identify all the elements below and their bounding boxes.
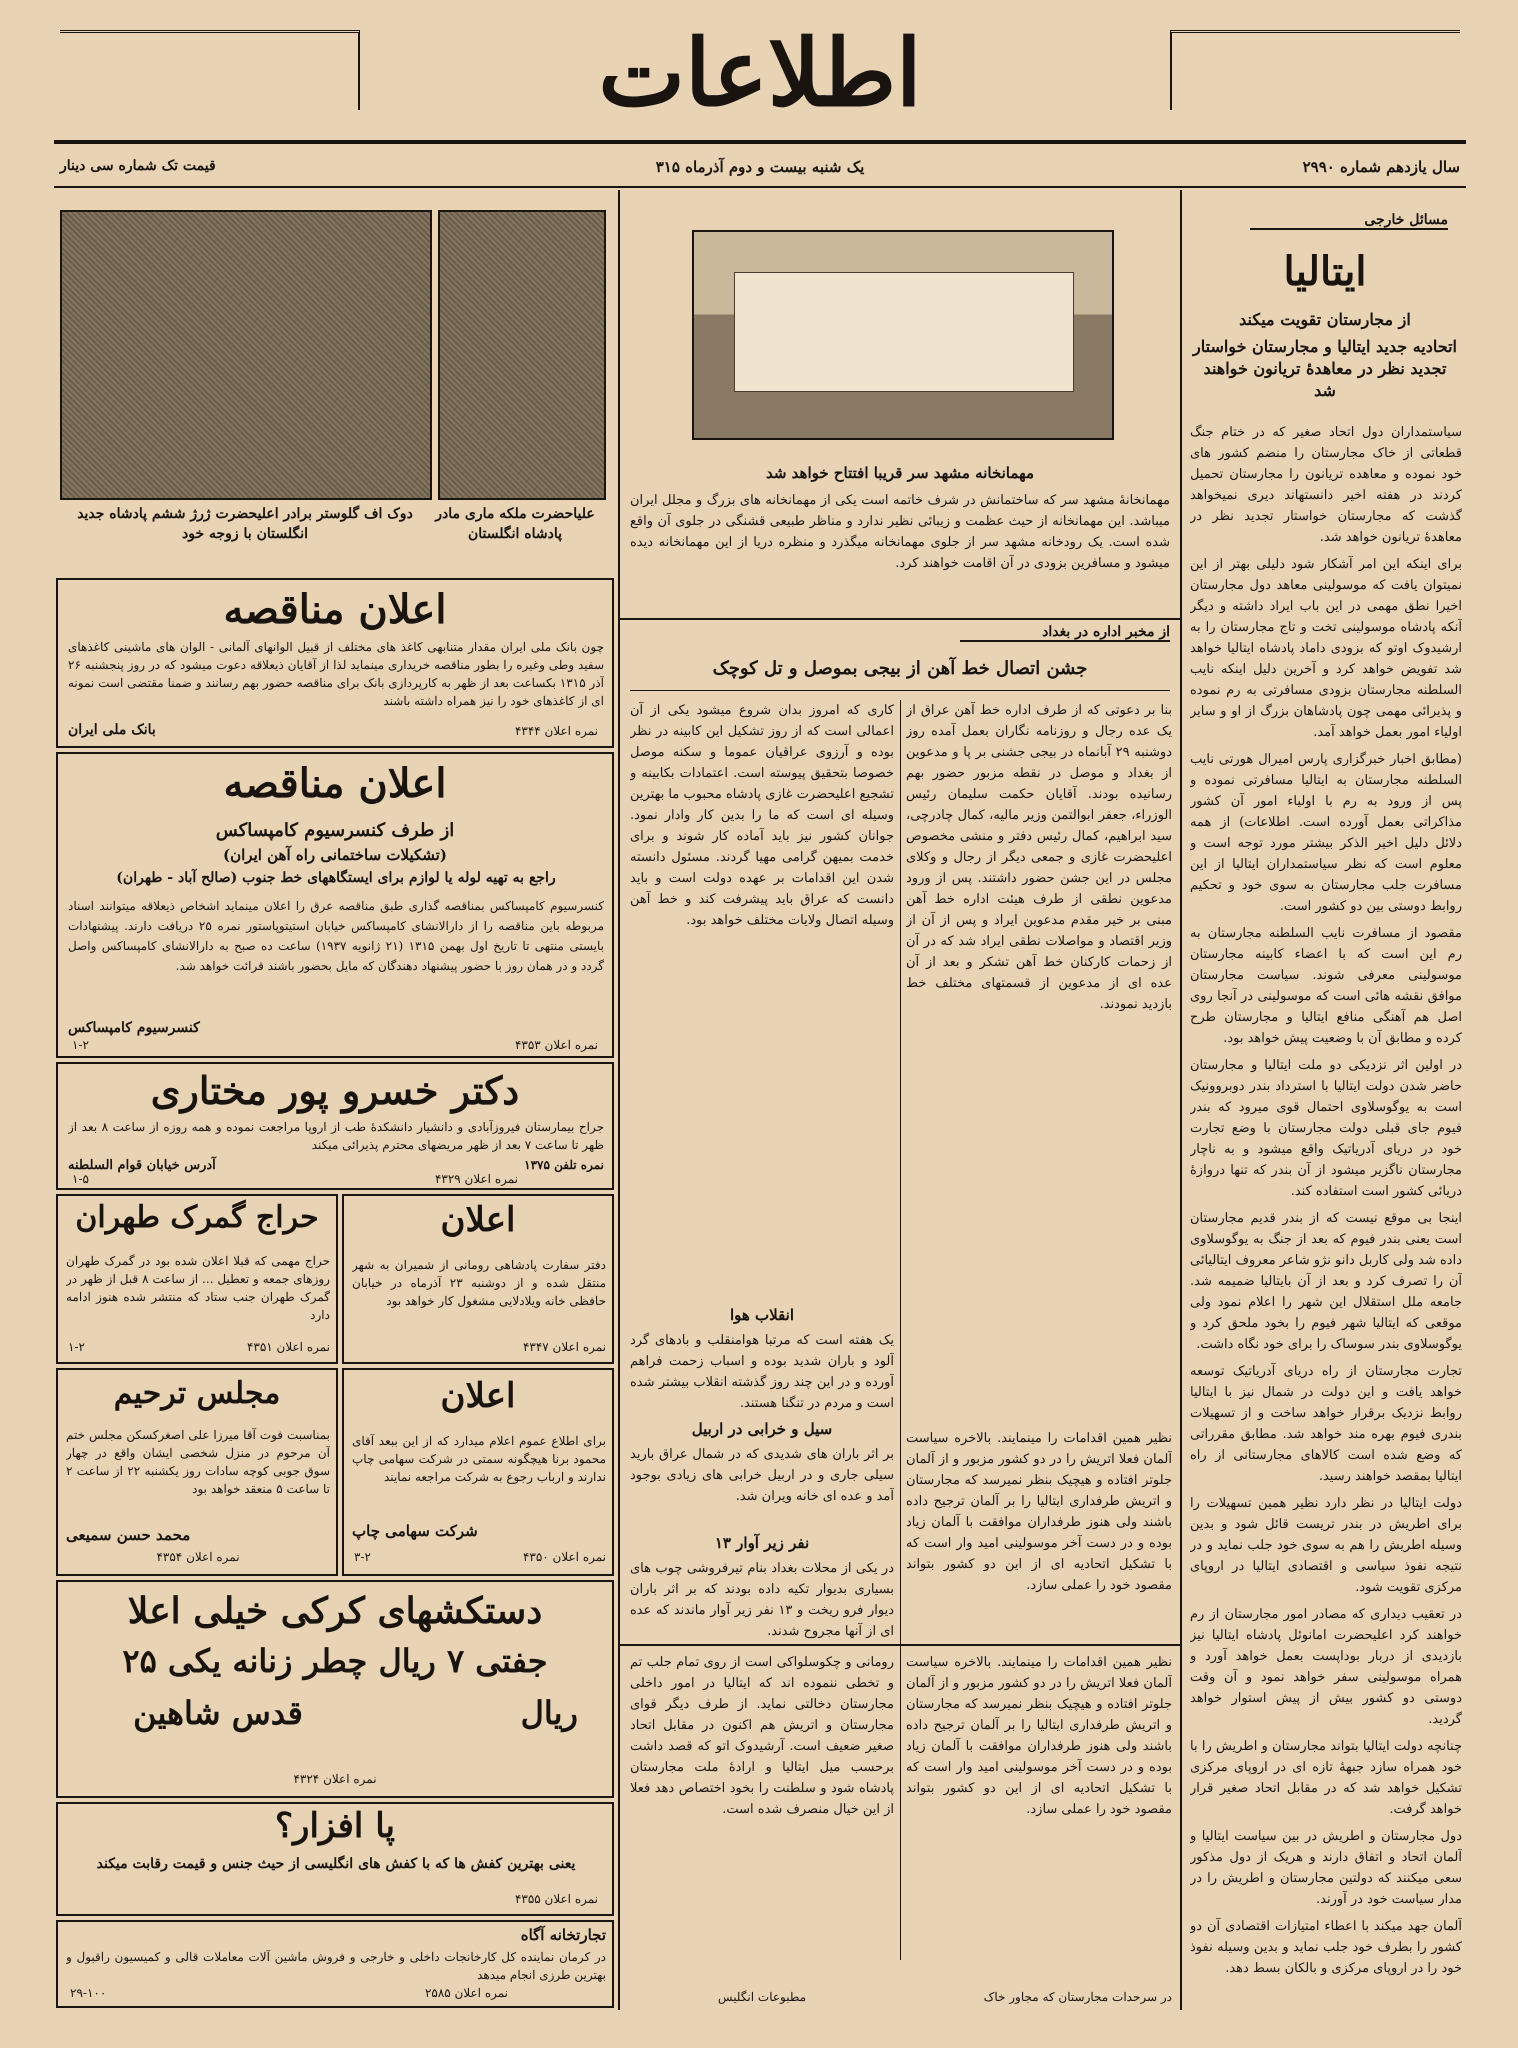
gloves-line1: دستکشهای کرکی خیلی اعلا: [127, 1590, 543, 1632]
foreign-body: [1190, 422, 1462, 2012]
foreign-sub2: اتحادیه جدید ایتالیا و مجارستان خواستار تجدید نظر در معاهدهٔ تریانون خواهند شد: [1193, 337, 1457, 400]
bottom-right-text: نظیر همین اقدامات را مینمایند. بالاخره سیاست آلمان فعلا اتریش را در دو کشور مزبور و از آلمان جلوتر افتاده و هیچیک بنظر نمیرسد که مجارستان و اتریش طرفداری ایتالیا را بر آلمان ترجیح داده باشند ولی هنوز طرفداران موافقت با آلمان زیاد بوده و در دست آخر موسولینی امید وار است که با تشکیل اتحادیه ای از این دو کشور بتواند مقصود خود را عملی سازد.: [906, 1655, 1172, 1817]
tender1-box: [56, 578, 614, 748]
notice2-title: اعلان: [440, 1376, 516, 1416]
tender1-signer: بانک ملی ایران: [68, 722, 156, 738]
foreign-sub1: از مجارستان تقویت میکند: [1239, 310, 1411, 329]
notice1-box: [342, 1194, 614, 1364]
notice2-signer: شرکت سهامی چاپ: [352, 1522, 478, 1540]
dateline-price: قیمت تک شماره سی دینار: [60, 158, 216, 174]
foreign-p3: (مطابق اخبار خبرگزاری پارس امیرال هورتی نایب السلطنه مجارستان به ایتالیا مسافرتی نموده و پس از ورود به رم با اولیاء امور آن کشور مذاکراتی بعمل آورده است. اطلاعات) از همه دلائل دلیل اخیر الذکر بیشتر مورد توجه است و معلوم است که نظر سیاستمداران ایتالیا از این مسافرت جلب مجارستان به سوی خود و تحکیم روابط دوستی بین دو کشور است.: [1190, 752, 1462, 914]
foreign-p7: تجارت مجارستان از راه دریای آدریاتیک توسعه خواهد یافت و این دولت در شمال نیز با ایتالیا روابط نزدیک برقرار خواهد ساخت و از تسهیلات بندری فیوم بهره مند خواهد شد. مطابق مقرراتی که وضع شده است کالاهای مجارستانی از راه ایتالیا بمقصد خواهند رسید.: [1190, 1364, 1462, 1484]
foreign-p6: اینجا بی موقع نیست که از بندر قدیم مجارستان است یعنی بندر فیوم که بعد از جنگ به یوگوسلاوی داده شد ولی کاربل دانو نژو شاعر معروف ایتالیائی آن را تصرف کرد و بعد از آن بایتالیا ضمیمه شد. جامعه ملل استقلال این شهر را اعلام نمود ولی موقعی که ایتالیا شهر فیوم را بخود ملحق کرد و یوگوسلاوی بندر سوساک را برای خود نگاه داشت.: [1190, 1211, 1462, 1352]
col-rule-2: [618, 190, 620, 2010]
foreign-p8: دولت ایتالیا در نظر دارد نظیر همین تسهیلات را برای اطریش در بندر تریست قائل شود و بدین وسیله اطریش را هم به سوی خود جلب نماید و در نتیجه نفوذ سیاسی و اقتصادی ایتالیا در اروپای مرکزی تقویت شود.: [1190, 1496, 1462, 1595]
tender2-text: کنسرسیوم کامپساکس بمناقصه گذاری طبق مناقصه عرق را اعلان مینماید اشخاص ذیعلاقه میتوانند اسناد مربوطه باین مناقصه را از دارالانشای کامپساکس خیابان استیتوپاستور نمره ۲۵ دریافت دارند. پیشنهادات بایستی منتهی تا تاریخ اول بهمن ۱۳۱۵ (۲۱ ژانویه ۱۹۳۷) ساعت ده صبح به دارالانشای کامپساکس واصل گردد و در همان روز با حضور پیشنهاد دهندگان که مایل بحضور باشند قرائت خواهد شد.: [68, 899, 604, 973]
footer-left: مطبوعات انگلیس: [717, 1990, 807, 2004]
foreign-title: ایتالیا: [1283, 248, 1367, 295]
tender1-no: نمره اعلان ۴۳۴۴: [514, 724, 598, 738]
notice2-count: ۳-۲: [354, 1550, 371, 1564]
shoes-box: [56, 1802, 614, 1916]
foreign-p9: در تعقیب دیداری که مصادر امور مجارستان از رم خواهند کرد اعلیحضرت امانوئل پادشاه ایتالیا نیز بازدیدی از دربار بوداپست بعمل خواهد آورد و همراه موسولینی سفر خواهد نمود و آن وقت دوستی دو کشور بیش از پیش استوار خواهد گردید.: [1190, 1607, 1462, 1727]
notice2-no: نمره اعلان ۴۳۵۰: [522, 1550, 606, 1564]
foreign-p5: در اولین اثر نزدیکی دو ملت ایتالیا و مجارستان حاضر شدن دولت ایتالیا با استرداد بندر دوبروونیک است به یوگوسلاوی احتمال قوی میرود که بندر فیوم جای قبلی دولت مجارستان با وضع تجارت خود در دریای آدریاتیک واقع میشود و به ناچار مجارستان ناگزیر میشود از آن بندر که تنها دروازهٔ دریائی کشور است استفاده کند.: [1190, 1058, 1462, 1199]
baghdad-title-rule: [630, 690, 1170, 691]
flood-title: سیل و خرابی در اربیل: [691, 1420, 833, 1438]
masthead-border-left: [60, 30, 360, 110]
foreign-p2: برای اینکه این امر آشکار شود دلیلی بهتر از این نمیتوان یافت که موسولینی معاهد دول مجارستان اخیرا نطق مهمی در این باب ایراد داشته و دیگر آنکه پادشاه موسولینی تخت و تاج مجارستان را به ارشیدوک اوتو که بزودی داماد پادشاه ایتالیا خواهد شد تفویض خواهد کرد و آخرین دلیل اینکه نایب السلطنه مجارستان بزودی مسافرتی به رم نموده و پذیرائی مهمی چون پادشاهان بزرگ از او و سایر اولیاء امور بعمل خواهد آمد.: [1190, 557, 1462, 740]
baghdad-bottom-rule: [620, 1644, 1180, 1646]
masthead-title: اطلاعات: [598, 19, 922, 127]
duke-gloucester-photo: [60, 210, 432, 500]
gloves-line2: جفتی ۷ ریال چطر زنانه یکی ۲۵: [122, 1642, 548, 1680]
dateline-rule: [54, 186, 1466, 188]
tender2-title: اعلان مناقصه: [223, 760, 447, 807]
tender1-text: چون بانک ملی ایران مقدار متنابهی کاغذ های مختلف از قبیل الوانهای آلمانی - الوان های ماشینی کاغذهای سفید وطی وغیره را بطور مناقصه خریداری مینماید لذا از آقایان ذیعلاقه دعوت میشود که در روز پنجشنبه ۲۶ آذر ۱۳۱۵ بکساعت بعد از ظهر به کارپردازی بانک برای مناقصه حضور بهم رسانند و ضمنا مقتضی است نمونه ای از کاغذهای خود را نیز همراه داشته باشند: [68, 640, 604, 708]
caption-duke: دوک اف گلوستر برادر اعلیحضرت ژرژ ششم پادشاه جدید انگلستان با زوجه خود: [77, 506, 413, 542]
baghdad-continued: نظیر همین اقدامات را مینمایند. بالاخره سیاست آلمان فعلا اتریش را در دو کشور مزبور و از آلمان جلوتر افتاده و هیچیک بنظر نمیرسد که مجارستان و اتریش طرفداری ایتالیا را بر آلمان ترجیح داده باشند ولی هنوز طرفداران موافقت با آلمان زیاد بوده و در دست آخر موسولینی امید وار است که با تشکیل اتحادیه ای از این دو کشور بتواند مقصود خود را عملی سازد.: [906, 1431, 1172, 1593]
doctor-title: دکتر خسرو پور مختاری: [150, 1068, 520, 1113]
baghdad-col-left: کاری که امروز بدان شروع میشود یکی از آن اعمالی است که از روز تشکیل این کابینه در نظر بوده و آرزوی عراقیان عموما و سکنه موصل خصوصا بتحقیق پیوسته است. اعتمادات بکابینه و تشجیع اعلیحضرت غازی پادشاه محبوب ما بهترین وسیله ای است که ما را بدین کار وادار نمود. جوانان کشور نیز باید آماده کار شوند و برای خدمت بمیهن گرامی مهیا گردند. مسئول دانسته شدن این اقدامات بر عهده دولت است و باید دانست که عراق باید پیشرفت کند و خط آهن وسیله اتصال ولایات مختلف خواهد بود.: [630, 703, 894, 928]
masthead-rule-top: [54, 140, 1466, 144]
kerman-title: تجارتخانه آگاه: [520, 1926, 606, 1944]
revolution-text: یک هفته است که مرتبا هوامنقلب و بادهای گرد آلود و باران شدید بوده و اسباب زحمت فراهم آورده و در این چند روز گذشته انقلاب بیشتر شده است و مردم در تنگنا هستند.: [630, 1333, 894, 1411]
guesthouse-caption: مهمانخانه مشهد سر قریبا افتتاح خواهد شد: [766, 464, 1034, 482]
kerman-no: نمره اعلان ۲۵۸۵: [424, 1986, 508, 2000]
doctor-phone: نمره تلفن ۱۳۷۵: [524, 1158, 604, 1172]
doctor-address: آدرس خیابان قوام السلطنه: [68, 1158, 216, 1173]
notice1-no: نمره اعلان ۴۳۴۷: [522, 1340, 606, 1354]
notice1-title: اعلان: [440, 1200, 516, 1240]
guesthouse-rule: [620, 618, 1180, 620]
gloves-line4: قدس شاهین: [133, 1694, 303, 1732]
tender2-box: [56, 752, 614, 1058]
footer-right: در سرحدات مجارستان که مجاور خاک: [983, 1990, 1172, 2004]
customs-no: نمره اعلان ۴۳۵۱: [246, 1340, 330, 1354]
notice2-box: [342, 1368, 614, 1576]
baghdad-section-label: از مخبر اداره در بغداد: [960, 624, 1170, 642]
tender2-no: نمره اعلان ۴۳۵۳: [514, 1038, 598, 1052]
col-rule-1: [1180, 190, 1182, 2010]
tender2-sub3: راجع به تهیه لوله یا لوازم برای ایستگاههای خط جنوب (صالح آباد - طهران): [116, 870, 556, 886]
building-shape: [734, 272, 1074, 392]
guesthouse-photo: [692, 230, 1114, 440]
shoes-text: یعنی بهترین کفش ها که با کفش های انگلیسی از حیث جنس و قیمت رقابت میکند: [96, 1856, 576, 1872]
kerman-box: [56, 1920, 614, 2008]
tender2-sub1: از طرف کنسرسیوم کامپساکس: [215, 820, 455, 841]
foreign-p10: چنانچه دولت ایتالیا بتواند مجارستان و اطریش را با خود همراه سازد جبههٔ تازه ای در اروپای مرکزی تشکیل خواهد شد که در مقابل اتحاد صغیر قرار خواهد گرفت.: [1190, 1739, 1462, 1817]
quake-title: ۱۳ نفر زیر آوار: [714, 1534, 810, 1552]
customs-text: حراج مهمی که قبلا اعلان شده بود در گمرک طهران روزهای جمعه و تعطیل ... از ساعت ۸ قبل از ظهر در گمرک طهران جنب ستاد که منتشر شده هنوز ادامه دارد: [66, 1254, 330, 1322]
gloves-no: نمره اعلان ۴۳۲۴: [293, 1772, 377, 1786]
memorial-signer: محمد حسن سمیعی: [66, 1526, 191, 1544]
customs-box: [56, 1194, 338, 1364]
doctor-text: جراح بیمارستان فیروزآبادی و دانشیار دانشکدهٔ طب از اروپا مراجعت نموده و همه روزه از ساعت ۸ بعد از ظهر تا ساعت ۷ بعد از ظهر مریضهای محترم پذیرائی میکند: [68, 1120, 604, 1152]
kerman-text: در کرمان نماینده کل کارخانجات داخلی و خارجی و فروش ماشین آلات معاملات قالی و کمیسیون راقبول و بهترین طرزی انجام میدهد: [66, 1950, 606, 1982]
tender2-sub2: (تشکیلات ساختمانی راه آهن ایران): [223, 846, 447, 864]
tender2-signer: کنسرسیوم کامپساکس: [68, 1020, 200, 1036]
notice2-text: برای اطلاع عموم اعلام میدارد که از این ببعد آقای محمود برنا هیچگونه سمتی در شرکت سهامی چاپ ندارند و ارباب رجوع به شرکت مراجعه نمایند: [352, 1434, 606, 1484]
foreign-section-label: مسائل خارجی: [1250, 212, 1448, 230]
flood-text: بر اثر باران های شدیدی که در شمال عراق بارید سیلی جاری و در اربیل خرابی های زیادی بوجود آمد و عده ای خانه ویران شد.: [630, 1447, 894, 1504]
queen-mary-photo: [438, 210, 606, 500]
foreign-p4: مقصود از مسافرت نایب السلطنه مجارستان به رم این است که با اعضاء کابینه مجارستان موسولینی معرفی شوند. سیاست مجارستان موافق نقشه هائی است که موسولینی در آنجا روی اصل هم آهنگی منافع ایتالیا و مجارستان طرح کرده و مطابق آن با وضعیت پیش خواهد بود.: [1190, 926, 1462, 1046]
notice1-text: دفتر سفارت پادشاهی رومانی از شمیران به شهر منتقل شده و از دوشنبه ۲۳ آذرماه در خیابان حافظی خانه ویلادلایی مشغول کار خواهد بود: [352, 1258, 606, 1308]
caption-queen-mary: علیاحضرت ملکه ماری مادر پادشاه انگلستان: [435, 506, 595, 542]
doctor-box: [56, 1062, 614, 1190]
memorial-box: [56, 1368, 338, 1576]
baghdad-col-right: بنا بر دعوتی که از طرف اداره خط آهن عراق از یک عده رجال و روزنامه نگاران بعمل آمده روز دوشنبه ۲۹ آبانماه در بیجی جشنی بر پا و مدعوین از بغداد و موصل در نقطه مزبور حضور بهم رسانیده بودند. آقایان حکمت سلیمان رئیس الوزراء، جعفر ابوالتمن وزیر مالیه، کمال چادرچی، سید ابراهیم، کمال رئیس دفتر و منشی مخصوص اعلیحضرت غازی و جمعی دیگر از رجال و وکلای مجلس در این جشن حضور داشتند. پس از ورود مدعوین نطقی از طرف هیئت اداره خط آهن مبنی بر خیر مقدم مدعوین ایراد و پس از آن از وزیر اقتصاد و مواصلات نطقی ایراد شد که در آن از زحمات کارکنان خط آهن تشکر و بعد از آن عده ای از مدعوین از قسمتهای مختلف خط بازدید نمودند.: [906, 703, 1172, 1012]
masthead-border-right: [1170, 30, 1460, 110]
doctor-count: ۱-۵: [72, 1172, 89, 1186]
revolution-title: انقلاب هوا: [729, 1306, 795, 1324]
tender1-title: اعلان مناقصه: [223, 586, 447, 633]
customs-title: حراج گمرک طهران: [75, 1200, 319, 1235]
gloves-line3: ریال: [520, 1694, 578, 1732]
baghdad-title: جشن اتصال خط آهن از بیجی بموصل و تل کوچک: [712, 658, 1088, 679]
tender2-count: ۱-۲: [72, 1038, 89, 1052]
foreign-p12: آلمان جهد میکند با اعطاء امتیازات اقتصادی آن دو کشور را بطرف خود جلب نماید و بدین وسیله نفوذ خود را در اروپای مرکزی و بالکان بسط دهد.: [1190, 1919, 1462, 1976]
dateline-issue: سال یازدهم شماره ۲۹۹۰: [1302, 158, 1460, 176]
memorial-no: نمره اعلان ۴۳۵۴: [156, 1550, 240, 1564]
shoes-no: نمره اعلان ۴۳۵۵: [514, 1892, 598, 1906]
foreign-p11: دول مجارستان و اطریش در بین سیاست ایتالیا و آلمان اتحاد و اتفاق دارند و هریک از دول مذکور سعی میکنند که دولتین مجارستان و اطریش را در مدار سیاست خود در آورند.: [1190, 1829, 1462, 1907]
quake-text: در یکی از محلات بغداد بنام تیرفروشی چوب های بسیاری بدیوار تکیه داده بودند که بر اثر باران دیوار فرو ریخت و ۱۳ نفر زیر آوار ماندند که عده ای از آنها مجروح شدند.: [630, 1561, 894, 1639]
baghdad-col-rule: [900, 700, 901, 1960]
dateline-date: یک شنبه بیست و دوم آذرماه ۳۱۵: [655, 158, 865, 176]
doctor-no: نمره اعلان ۴۳۲۹: [434, 1172, 518, 1186]
memorial-text: بمناسبت فوت آقا میرزا علی اصغرکسکن مجلس ختم آن مرحوم در منزل شخصی ایشان واقع در چهار سوق جوبی کوچه سادات روز یکشنبه ۲۲ از ساعت ۲ تا ساعت ۵ منعقد خواهد بود: [66, 1428, 330, 1496]
guesthouse-text: مهمانخانهٔ مشهد سر که ساختمانش در شرف خاتمه است یکی از مهمانخانه های بزرگ و مجلل ایران میباشد. این مهمانخانه از حیث عظمت و زیبائی نظیر ندارد و مناظر طبیعی قشنگی در جلوی آن واقع شده است. یک رودخانه مشهد سر از جلوی مهمانخانه میگذرد و منظره دریا از این مهمانخانه دیده میشود و مسافرین بزودی در آن اقامت خواهند کرد.: [630, 493, 1170, 571]
bottom-left-text: رومانی و چکوسلواکی است از روی تمام جلب تم و تخطی ننموده اند که ایتالیا در امور داخلی مجارستان دخالتی نماید. از طرف دیگر قوای مجارستان و اتریش هم اکنون در مقابل اتحاد صغیر ضعیف است. آرشیدوک اتو که قصد داشت برحسب میل ایتالیا و ارادهٔ ملت مجارستان پادشاه شود و سلطنت را بخود اختصاص دهد فعلا از این خیال منصرف شده است.: [630, 1655, 894, 1817]
kerman-count: ۲۹-۱۰۰: [70, 1986, 107, 2000]
gloves-box: [56, 1580, 614, 1798]
customs-count: ۱-۲: [68, 1340, 85, 1354]
shoes-title: پا افزار؟: [274, 1806, 396, 1846]
masthead-logo: [520, 18, 1000, 128]
memorial-title: مجلس ترحیم: [113, 1376, 281, 1411]
foreign-p1: سیاستمداران دول اتحاد صغیر که در ختام جنگ قطعاتی از خاک مجارستان را منضم کشور های خود نموده و معاهده تریانون را مجارستان تحمیل کردند در هفته اخیر دانستهاند دیری نمیخواهد گذشت که مجارستان خواستار تجدید نظر در معاهدهٔ تریانون خواهد شد.: [1190, 425, 1462, 545]
